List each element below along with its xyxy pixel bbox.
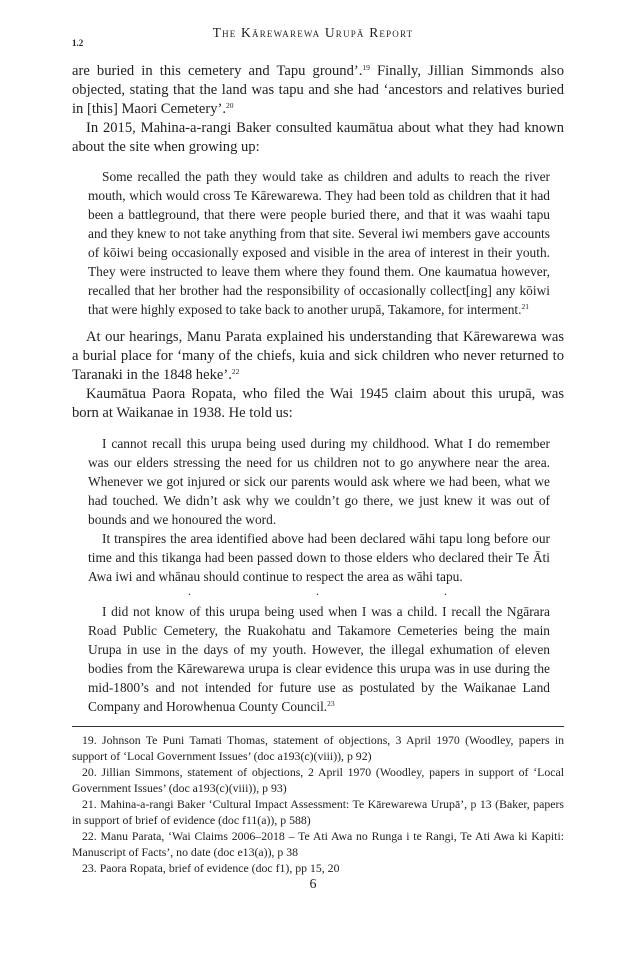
- footnote-21: 21. Mahina-a-rangi Baker ‘Cultural Impact Assessment: Te Kārewarewa Urupā’, p 13 (Baker, papers in support of brief of evidence (doc f11(a)), p 588): [72, 797, 564, 827]
- paragraph-3: [72, 328, 564, 385]
- ellipsis-dot: .: [444, 584, 447, 598]
- ellipsis-dot: .: [188, 584, 191, 598]
- footnote-20: 20. Jillian Simmons, statement of objections, 2 April 1970 (Woodley, papers in support of ‘Local Government Issues’ (doc a193(c)(viii)), p 93): [72, 765, 564, 795]
- footnote-22: 22. Manu Parata, ‘Wai Claims 2006–2018 – Te Ati Awa no Runga i te Rangi, Te Ati Awa ki Kapiti: Manuscript of Facts’, no date (doc e13(a)), p 38: [72, 829, 564, 859]
- paragraph-2-text: In 2015, Mahina-a-rangi Baker consulted kaumātua about what they had known about the site when growing up:: [72, 120, 564, 155]
- footnote-19: 19. Johnson Te Puni Tamati Thomas, statement of objections, 3 April 1970 (Woodley, papers in support of ‘Local Government Issues’ (doc a193(c)(viii)), p 92): [72, 733, 564, 763]
- block-quote-1-text: Some recalled the path they would take as children and adults to reach the river mouth, which would cross Te Kārewarewa. They had been told as children that it had been a battleground, that there were people buried there, and that it was waahi tapu and they knew to not take anything from that site. Several iwi members gave accounts of kōiwi being occasionally exposed and visible in the area of interest in their youth. They were instructed to leave them where they found them. One kaumatua however, recalled that her brother had the responsibility of occasionally collect[ing] any kōiwi that were highly exposed to take back to another urupā, Takamore, for interment.: [88, 169, 550, 317]
- footnote-ref-19[interactable]: 19: [362, 63, 370, 72]
- paragraph-4: [72, 385, 564, 423]
- paragraph-1-text-a: are buried in this cemetery and Tapu ground’.: [72, 63, 363, 79]
- section-number: 1.2: [72, 38, 84, 48]
- block-quote-2: [88, 434, 550, 586]
- footnotes: [72, 732, 564, 876]
- block-quote-1: [88, 167, 550, 319]
- block-quote-2-para-3: I did not know of this urupa being used when I was a child. I recall the Ngārara Road Public Cemetery, the Ruakohatu and Takamore Cemeteries being the main Urupa in use in the days of my youth. However, the illegal exhumation of eleven bodies from the Kārewarewa urupa is clear evidence this urupa was in use during the mid-1800’s and not intended for future use as postulated by the Waikanae Land Company and Horowhenua County Council.: [88, 604, 550, 714]
- paragraph-1: [72, 62, 564, 119]
- paragraph-4-text: Kaumātua Paora Ropata, who filed the Wai 1945 claim about this urupā, was born at Waikanae in 1938. He told us:: [72, 386, 564, 421]
- paragraph-3-text: At our hearings, Manu Parata explained his understanding that Kārewarewa was a burial place for ‘many of the chiefs, kuia and sick children who never returned to Taranaki in the 1848 heke’.: [72, 329, 564, 383]
- footnote-divider: [72, 726, 564, 727]
- paragraph-2: [72, 119, 564, 157]
- page-number: 6: [309, 877, 317, 892]
- footnote-23: 23. Paora Ropata, brief of evidence (doc f1), pp 15, 20: [82, 861, 340, 875]
- block-quote-2-para-1: I cannot recall this urupa being used during my childhood. What I do remember was our elders stressing the need for us children not to go anywhere near the area. Whenever we got injured or sick our parents would ask where we had been, what we had touched. We didn’t ask why we couldn’t go there, we just knew it was out of bounds and we honoured the word.: [88, 436, 550, 527]
- footnote-ref-23[interactable]: 23: [327, 699, 335, 708]
- footnote-ref-22[interactable]: 22: [231, 367, 240, 376]
- block-quote-2-para-2: It transpires the area identified above had been declared wāhi tapu long before our time and this tikanga had been passed down to those elders who declared their Te Āti Awa iwi and whānau should continue to respect the area as wāhi tapu.: [88, 531, 550, 584]
- ellipsis-dot: .: [316, 584, 319, 598]
- block-quote-2-continued: [88, 602, 550, 716]
- running-header-title: The Kārewarewa Urupā Report: [212, 25, 414, 40]
- ellipsis-separator: [88, 586, 550, 596]
- paragraph-1-text-b: Finally, Jillian Simmonds also objected, stating that the land was tapu and she had ‘ancestors and relatives buried in [this] Maori Cemetery’.: [72, 63, 564, 117]
- footnote-ref-20[interactable]: 20: [226, 101, 234, 110]
- footnote-ref-21[interactable]: 21: [521, 302, 529, 311]
